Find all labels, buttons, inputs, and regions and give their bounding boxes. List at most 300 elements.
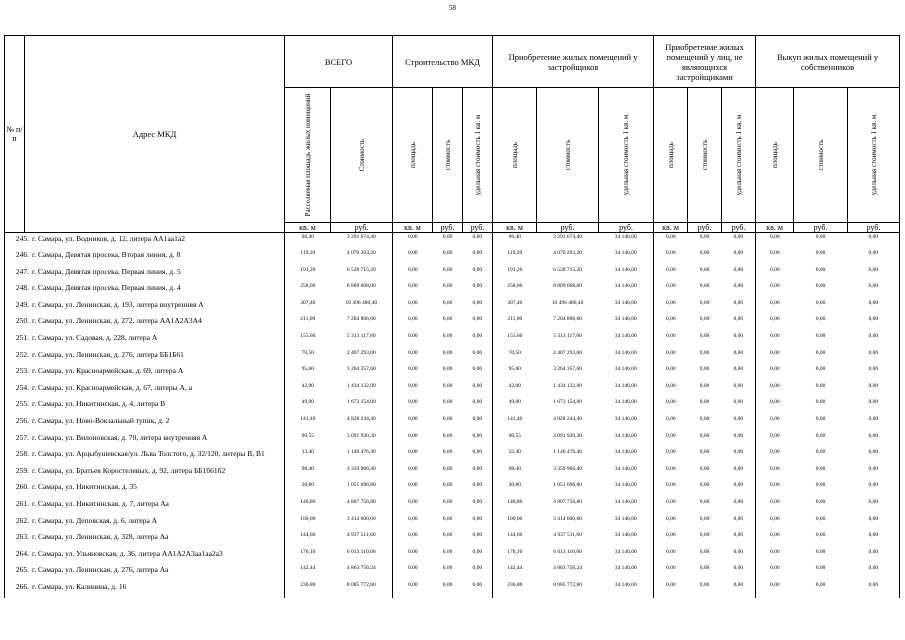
value-cell: 0,00 xyxy=(756,365,794,382)
value-cell: 0,00 xyxy=(699,333,710,340)
value-cell: 0,00 xyxy=(815,366,826,373)
value-cell: 0,00 xyxy=(654,415,688,432)
value-cell: 0,00 xyxy=(393,315,433,332)
address-text: г. Самара, ул. Ленинская, д. 276, литера ББ1Б61 xyxy=(32,349,184,359)
table-row xyxy=(5,266,900,283)
unit-label: руб. xyxy=(331,223,393,233)
row-number: 258. xyxy=(15,449,29,459)
value-cell: 1 051 696,80 xyxy=(346,482,376,489)
value-cell: 3 414 600,00 xyxy=(553,515,582,522)
value-cell: 0,00 xyxy=(472,565,483,572)
value-cell: 0,00 xyxy=(442,333,453,340)
value-cell: 0,00 xyxy=(733,432,744,439)
value-cell: 0,00 xyxy=(472,465,483,472)
value-cell: 95,60 xyxy=(285,365,331,382)
table-row xyxy=(5,315,900,332)
value-cell: 30,80 xyxy=(493,481,537,498)
value-cell: 30,80 xyxy=(285,481,331,498)
value-cell: 5 313 117,60 xyxy=(553,333,582,340)
value-cell: 0,00 xyxy=(756,432,794,449)
value-cell: 0,00 xyxy=(733,366,744,373)
value-cell: 0,00 xyxy=(393,448,433,465)
value-cell: 0,00 xyxy=(442,532,453,539)
value-cell: 0,00 xyxy=(756,415,794,432)
value-cell: 191,20 xyxy=(493,266,537,283)
subcolumn-header-label: площадь xyxy=(770,142,779,168)
address-text: г. Самара, ул. Красноармейская, д. 69, литера А xyxy=(32,366,184,376)
table-row xyxy=(5,332,900,349)
row-number: 259. xyxy=(15,465,29,475)
value-cell: 2 407 293,00 xyxy=(553,349,582,356)
value-cell: 34 146,00 xyxy=(614,499,637,505)
value-cell: 0,00 xyxy=(699,316,710,323)
unit-label: руб. xyxy=(599,223,654,233)
value-cell: 0,00 xyxy=(733,349,744,356)
value-cell: 3 291 674,40 xyxy=(553,234,582,240)
value-cell: 49,00 xyxy=(285,398,331,415)
address-cell xyxy=(5,548,285,565)
address-text: г. Самара, ул. Ленинская, д. 193, литера внутренняя А xyxy=(32,299,204,309)
value-cell: 0,00 xyxy=(442,416,453,423)
value-cell: 33,40 xyxy=(285,448,331,465)
value-cell: 0,00 xyxy=(472,234,483,240)
row-number: 253. xyxy=(15,366,29,376)
subcolumn-header xyxy=(794,88,848,223)
address-text: г. Самара, ул. Никитинская, д. 7, литера Аа xyxy=(32,499,169,508)
value-cell: 49,00 xyxy=(493,398,537,415)
value-cell: 0,00 xyxy=(733,532,744,539)
value-cell: 0,00 xyxy=(393,282,433,299)
value-cell: 0,00 xyxy=(442,449,453,456)
value-cell: 1 051 696,80 xyxy=(553,482,582,489)
value-cell: 0,00 xyxy=(472,366,483,373)
subcolumn-header-label: Стоимость xyxy=(357,138,366,172)
value-cell: 0,00 xyxy=(756,282,794,299)
value-cell: 0,00 xyxy=(733,482,744,489)
row-number: 256. xyxy=(15,416,29,426)
address-cell xyxy=(5,564,285,581)
value-cell: 1 673 154,00 xyxy=(553,399,582,406)
table-row xyxy=(5,515,900,532)
value-cell: 7 204 806,00 xyxy=(553,316,582,323)
value-cell: 42,00 xyxy=(493,382,537,399)
value-cell: 0,00 xyxy=(442,499,453,505)
unit-label: руб. xyxy=(722,223,756,233)
value-cell: 0,00 xyxy=(654,465,688,482)
value-cell: 0,00 xyxy=(393,382,433,399)
value-cell: 2 407 293,00 xyxy=(346,349,376,356)
value-cell: 0,00 xyxy=(472,250,483,257)
address-text: г. Самара, ул. Ленинская, д. 276, литера Аа xyxy=(32,565,169,575)
value-cell: 4 807 756,80 xyxy=(346,499,376,505)
value-cell: 4 863 756,24 xyxy=(346,565,376,572)
value-cell: 0,00 xyxy=(654,332,688,349)
value-cell: 10 496 480,40 xyxy=(551,299,584,306)
value-cell: 0,00 xyxy=(848,448,900,465)
address-cell xyxy=(5,415,285,432)
value-cell: 0,00 xyxy=(756,249,794,266)
value-cell: 236,80 xyxy=(285,581,331,598)
subcolumn-header-label: стоимость xyxy=(563,139,572,171)
value-cell: 0,00 xyxy=(654,233,688,250)
value-cell: 0,00 xyxy=(733,581,744,588)
value-cell: 0,00 xyxy=(442,515,453,522)
value-cell: 0,00 xyxy=(393,515,433,532)
value-cell: 0,00 xyxy=(393,564,433,581)
row-number: 255. xyxy=(15,399,29,409)
address-cell xyxy=(5,481,285,498)
unit-label: руб. xyxy=(433,223,463,233)
row-number: 245. xyxy=(15,234,29,243)
value-cell: 70,50 xyxy=(493,349,537,366)
table-row xyxy=(5,398,900,415)
value-cell: 0,00 xyxy=(733,333,744,340)
value-cell: 0,00 xyxy=(848,266,900,283)
unit-label: кв. м xyxy=(393,223,433,233)
resettlement-table xyxy=(4,35,900,598)
value-cell: 4 070 203,20 xyxy=(553,250,582,257)
value-cell: 0,00 xyxy=(815,548,826,555)
value-cell: 142,44 xyxy=(493,564,537,581)
value-cell: 0,00 xyxy=(654,448,688,465)
address-text: г. Самара, ул. Ульяновская, д. 36, литера АА1А2А3аа1аа2а3 xyxy=(32,548,223,558)
value-cell: 0,00 xyxy=(815,449,826,456)
value-cell: 0,00 xyxy=(733,449,744,456)
table-row xyxy=(5,498,900,515)
value-cell: 0,00 xyxy=(442,382,453,389)
value-cell: 1 673 154,00 xyxy=(346,399,376,406)
address-text: г. Самара, ул. Никитинская, д. 35 xyxy=(32,482,137,492)
value-cell: 155,60 xyxy=(493,332,537,349)
address-cell xyxy=(5,498,285,515)
subcolumn-header xyxy=(537,88,599,223)
value-cell: 0,00 xyxy=(472,482,483,489)
value-cell: 144,60 xyxy=(285,531,331,548)
value-cell: 0,00 xyxy=(442,465,453,472)
value-cell: 0,00 xyxy=(442,316,453,323)
value-cell: 0,00 xyxy=(472,333,483,340)
value-cell: 90,55 xyxy=(493,432,537,449)
value-cell: 0,00 xyxy=(815,581,826,588)
value-cell: 119,20 xyxy=(493,249,537,266)
value-cell: 0,00 xyxy=(393,233,433,250)
value-cell: 0,00 xyxy=(815,465,826,472)
value-cell: 0,00 xyxy=(442,366,453,373)
value-cell: 6 528 715,20 xyxy=(346,266,376,273)
value-cell: 0,00 xyxy=(654,266,688,283)
value-cell: 0,00 xyxy=(699,234,710,240)
unit-label: кв. м xyxy=(756,223,794,233)
value-cell: 0,00 xyxy=(699,382,710,389)
subcolumn-header xyxy=(654,88,688,223)
address-cell xyxy=(5,299,285,316)
address-column-header: Адрес МКД xyxy=(25,36,285,233)
subcolumn-header-label: стоимость xyxy=(443,139,452,171)
address-text: г. Самара, ул. Ленинская, д. 328, литера Аа xyxy=(32,532,169,542)
value-cell: 0,00 xyxy=(815,416,826,423)
address-text: г. Самара, ул. Водников, д. 12, литера АА1аа1а2 xyxy=(32,234,185,243)
value-cell: 4 937 511,60 xyxy=(346,532,376,539)
value-cell: 0,00 xyxy=(472,432,483,439)
address-cell xyxy=(5,398,285,415)
row-number: 254. xyxy=(15,382,29,392)
value-cell: 0,00 xyxy=(442,399,453,406)
value-cell: 0,00 xyxy=(733,565,744,572)
value-cell: 0,00 xyxy=(699,548,710,555)
value-cell: 34 146,00 xyxy=(614,316,637,323)
value-cell: 0,00 xyxy=(815,399,826,406)
address-cell xyxy=(5,448,285,465)
subcolumn-header-label: стоимость xyxy=(700,139,709,171)
value-cell: 0,00 xyxy=(472,382,483,389)
group-header-developers: Приобретение жилых помещений у застройщиков xyxy=(493,36,654,88)
value-cell: 1 434 132,00 xyxy=(346,382,376,389)
address-text: г. Самара, ул. Ново-Вокзальный тупик, д. 2 xyxy=(32,416,170,426)
value-cell: 141,40 xyxy=(493,415,537,432)
value-cell: 4 807 756,80 xyxy=(553,499,582,505)
value-cell: 0,00 xyxy=(733,548,744,555)
value-cell: 0,00 xyxy=(472,499,483,505)
value-cell: 0,00 xyxy=(733,382,744,389)
value-cell: 0,00 xyxy=(756,581,794,598)
value-cell: 95,60 xyxy=(493,365,537,382)
value-cell: 0,00 xyxy=(756,498,794,515)
value-cell: 8 809 668,00 xyxy=(553,283,582,290)
value-cell: 0,00 xyxy=(442,565,453,572)
value-cell: 0,00 xyxy=(699,581,710,588)
value-cell: 0,00 xyxy=(654,515,688,532)
value-cell: 0,00 xyxy=(756,465,794,482)
value-cell: 0,00 xyxy=(393,548,433,565)
address-cell xyxy=(5,249,285,266)
table-row xyxy=(5,432,900,449)
value-cell: 34 146,00 xyxy=(614,366,637,373)
address-cell xyxy=(5,382,285,399)
value-cell: 0,00 xyxy=(442,349,453,356)
value-cell: 8 085 772,80 xyxy=(553,581,582,588)
value-cell: 0,00 xyxy=(815,316,826,323)
value-cell: 4 863 756,24 xyxy=(553,565,582,572)
value-cell: 34 146,00 xyxy=(614,432,637,439)
value-cell: 3 414 600,00 xyxy=(346,515,376,522)
subcolumn-header-label: удельная стоимость 1 кв. м xyxy=(734,114,743,196)
value-cell: 0,00 xyxy=(848,349,900,366)
group-header-total: ВСЕГО xyxy=(285,36,393,88)
subcolumn-header xyxy=(285,88,331,223)
address-text: г. Самара, ул. Братьев Коростелевых, д. 92, литера ББ1б61б2 xyxy=(32,465,226,475)
value-cell: 100,00 xyxy=(285,515,331,532)
unit-label: руб. xyxy=(848,223,900,233)
value-cell: 0,00 xyxy=(756,564,794,581)
value-cell: 0,00 xyxy=(472,548,483,555)
value-cell: 0,00 xyxy=(654,548,688,565)
value-cell: 144,60 xyxy=(493,531,537,548)
value-cell: 0,00 xyxy=(699,283,710,290)
subcolumn-header xyxy=(848,88,900,223)
value-cell: 0,00 xyxy=(815,499,826,505)
value-cell: 0,00 xyxy=(654,349,688,366)
value-cell: 0,00 xyxy=(815,515,826,522)
value-cell: 6 528 715,20 xyxy=(553,266,582,273)
value-cell: 0,00 xyxy=(756,382,794,399)
value-cell: 34 146,00 xyxy=(614,482,637,489)
value-cell: 0,00 xyxy=(733,499,744,505)
subcolumn-header-label: Расселяемая площадь жилых помещений xyxy=(303,93,312,217)
value-cell: 34 146,00 xyxy=(614,399,637,406)
address-cell xyxy=(5,581,285,598)
subcolumn-header-label: удельная стоимость 1 кв. м xyxy=(869,114,878,196)
value-cell: 98,40 xyxy=(493,465,537,482)
value-cell: 0,00 xyxy=(848,465,900,482)
row-number: 249. xyxy=(15,299,29,309)
value-cell: 0,00 xyxy=(393,465,433,482)
value-cell: 176,10 xyxy=(493,548,537,565)
address-cell xyxy=(5,315,285,332)
value-cell: 0,00 xyxy=(654,249,688,266)
value-cell: 0,00 xyxy=(472,266,483,273)
value-cell: 96,40 xyxy=(285,233,331,250)
address-text: г. Самара, ул. Вилоновская, д. 70, литера внутренняя А xyxy=(32,432,208,442)
unit-label: руб. xyxy=(463,223,493,233)
value-cell: 0,00 xyxy=(848,233,900,250)
value-cell: 0,00 xyxy=(733,299,744,306)
value-cell: 0,00 xyxy=(472,316,483,323)
value-cell: 4 070 203,20 xyxy=(346,250,376,257)
value-cell: 0,00 xyxy=(472,449,483,456)
row-number: 246. xyxy=(15,250,29,260)
address-cell xyxy=(5,332,285,349)
value-cell: 33,40 xyxy=(493,448,537,465)
value-cell: 0,00 xyxy=(733,283,744,290)
value-cell: 0,00 xyxy=(393,415,433,432)
value-cell: 0,00 xyxy=(756,398,794,415)
value-cell: 0,00 xyxy=(756,548,794,565)
value-cell: 211,00 xyxy=(493,315,537,332)
value-cell: 0,00 xyxy=(699,266,710,273)
unit-label: руб. xyxy=(688,223,722,233)
value-cell: 0,00 xyxy=(442,432,453,439)
value-cell: 0,00 xyxy=(733,465,744,472)
value-cell: 0,00 xyxy=(756,233,794,250)
value-cell: 0,00 xyxy=(815,482,826,489)
value-cell: 0,00 xyxy=(699,432,710,439)
value-cell: 0,00 xyxy=(654,432,688,449)
value-cell: 142,44 xyxy=(285,564,331,581)
value-cell: 0,00 xyxy=(848,432,900,449)
value-cell: 34 146,00 xyxy=(614,449,637,456)
value-cell: 0,00 xyxy=(442,266,453,273)
subcolumn-header xyxy=(433,88,463,223)
value-cell: 0,00 xyxy=(442,250,453,257)
row-number: 250. xyxy=(15,316,29,326)
value-cell: 34 146,00 xyxy=(614,299,637,306)
table-row xyxy=(5,448,900,465)
value-cell: 236,80 xyxy=(493,581,537,598)
value-cell: 0,00 xyxy=(733,250,744,257)
value-cell: 0,00 xyxy=(699,299,710,306)
value-cell: 0,00 xyxy=(815,565,826,572)
value-cell: 3 091 920,30 xyxy=(553,432,582,439)
value-cell: 34 146,00 xyxy=(614,532,637,539)
value-cell: 4 937 511,60 xyxy=(553,532,582,539)
value-cell: 0,00 xyxy=(393,531,433,548)
value-cell: 10 496 480,40 xyxy=(345,299,378,306)
value-cell: 34 146,00 xyxy=(614,382,637,389)
unit-label: кв. м xyxy=(654,223,688,233)
value-cell: 0,00 xyxy=(654,282,688,299)
value-cell: 0,00 xyxy=(848,531,900,548)
address-cell xyxy=(5,465,285,482)
value-cell: 34 146,00 xyxy=(614,548,637,555)
value-cell: 100,00 xyxy=(493,515,537,532)
subcolumn-header-label: удельная стоимость 1 кв. м xyxy=(473,114,482,196)
value-cell: 0,00 xyxy=(815,250,826,257)
table-row xyxy=(5,531,900,548)
value-cell: 0,00 xyxy=(848,249,900,266)
row-number: 248. xyxy=(15,283,29,293)
value-cell: 34 146,00 xyxy=(614,283,637,290)
value-cell: 0,00 xyxy=(472,581,483,588)
value-cell: 0,00 xyxy=(393,581,433,598)
value-cell: 42,00 xyxy=(285,382,331,399)
value-cell: 176,10 xyxy=(285,548,331,565)
value-cell: 96,40 xyxy=(493,233,537,250)
value-cell: 0,00 xyxy=(848,548,900,565)
value-cell: 0,00 xyxy=(699,532,710,539)
value-cell: 119,20 xyxy=(285,249,331,266)
row-number: 251. xyxy=(15,333,29,343)
value-cell: 0,00 xyxy=(848,481,900,498)
value-cell: 0,00 xyxy=(393,365,433,382)
value-cell: 0,00 xyxy=(699,499,710,505)
value-cell: 0,00 xyxy=(654,564,688,581)
value-cell: 3 091 920,30 xyxy=(346,432,376,439)
value-cell: 4 828 244,40 xyxy=(553,416,582,423)
value-cell: 0,00 xyxy=(733,515,744,522)
group-header-buyout: Выкуп жилых помещений у собственников xyxy=(756,36,900,88)
address-cell xyxy=(5,365,285,382)
value-cell: 0,00 xyxy=(848,365,900,382)
value-cell: 0,00 xyxy=(699,482,710,489)
value-cell: 5 313 117,60 xyxy=(346,333,376,340)
value-cell: 0,00 xyxy=(472,283,483,290)
value-cell: 0,00 xyxy=(756,349,794,366)
value-cell: 0,00 xyxy=(815,349,826,356)
value-cell: 0,00 xyxy=(733,399,744,406)
subcolumn-header xyxy=(393,88,433,223)
value-cell: 0,00 xyxy=(756,266,794,283)
subcolumn-header xyxy=(599,88,654,223)
subcolumn-header xyxy=(493,88,537,223)
table-row xyxy=(5,548,900,565)
address-cell xyxy=(5,432,285,449)
value-cell: 0,00 xyxy=(699,449,710,456)
value-cell: 0,00 xyxy=(654,581,688,598)
value-cell: 155,60 xyxy=(285,332,331,349)
table-row xyxy=(5,415,900,432)
unit-label: руб. xyxy=(537,223,599,233)
value-cell: 70,50 xyxy=(285,349,331,366)
value-cell: 0,00 xyxy=(699,465,710,472)
group-header-construction: Строительство МКД xyxy=(393,36,493,88)
value-cell: 0,00 xyxy=(699,416,710,423)
address-text: г. Самара, ул. Никитинская, д. 4, литера В xyxy=(32,399,166,409)
value-cell: 0,00 xyxy=(756,332,794,349)
row-number: 252. xyxy=(15,349,29,359)
value-cell: 0,00 xyxy=(699,515,710,522)
value-cell: 191,20 xyxy=(285,266,331,283)
table-row xyxy=(5,465,900,482)
